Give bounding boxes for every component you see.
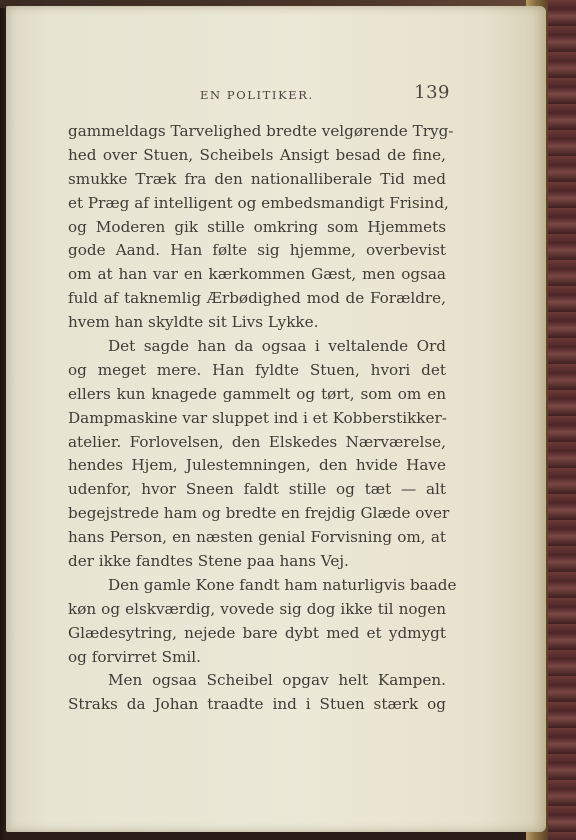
text-line: Dampmaskine var sluppet ind i et Kobberstikker- xyxy=(68,408,447,427)
text-line: og meget mere. Han fyldte Stuen, hvori det xyxy=(68,360,446,379)
text-line: Det sagde han da ogsaa i veltalende Ord xyxy=(108,337,446,356)
text-line: om at han var en kærkommen Gæst, men ogsaa xyxy=(68,265,446,284)
text-line: ellers kun knagede gammelt og tørt, som om en xyxy=(68,384,446,403)
text-line: gode Aand. Han følte sig hjemme, overbevist xyxy=(68,241,446,260)
page-header xyxy=(64,82,450,108)
page-number: 139 xyxy=(414,82,450,103)
text-line: hed over Stuen, Scheibels Ansigt besad de fine, xyxy=(68,145,446,164)
running-head: EN POLITIKER. xyxy=(200,88,314,102)
text-line: og Moderen gik stille omkring som Hjemmets xyxy=(68,217,446,236)
text-line: Den gamle Kone fandt ham naturligvis baade xyxy=(108,575,457,594)
text-line: atelier. Forlovelsen, den Elskedes Nærværelse, xyxy=(68,432,446,451)
text-line: Men ogsaa Scheibel opgav helt Kampen. xyxy=(108,671,446,690)
text-line: og forvirret Smil. xyxy=(68,647,201,666)
text-line: smukke Træk fra den nationalliberale Tid med xyxy=(68,169,446,188)
text-line: gammeldags Tarvelighed bredte velgørende Tryg- xyxy=(68,122,454,140)
text-line: et Præg af intelligent og embedsmandigt Frisind, xyxy=(68,193,449,212)
book-page xyxy=(6,6,546,832)
text-line: begejstrede ham og bredte en frejdig Glæde over xyxy=(68,504,450,523)
text-line: udenfor, hvor Sneen faldt stille og tæt — alt xyxy=(68,480,446,499)
body-text xyxy=(68,120,457,717)
text-line: hvem han skyldte sit Livs Lykke. xyxy=(68,313,319,332)
text-line: Glædesytring, nejede bare dybt med et ydmygt xyxy=(68,623,446,642)
text-line: hendes Hjem, Julestemningen, den hvide Have xyxy=(68,456,446,475)
text-line: hans Person, en næsten genial Forvisning om, at xyxy=(68,528,446,547)
text-line: der ikke fandtes Stene paa hans Vej. xyxy=(68,552,349,571)
text-line: køn og elskværdig, vovede sig dog ikke til nogen xyxy=(68,599,446,618)
text-line: fuld af taknemlig Ærbødighed mod de Forældre, xyxy=(68,289,446,308)
text-line: Straks da Johan traadte ind i Stuen stærk og xyxy=(68,695,446,714)
